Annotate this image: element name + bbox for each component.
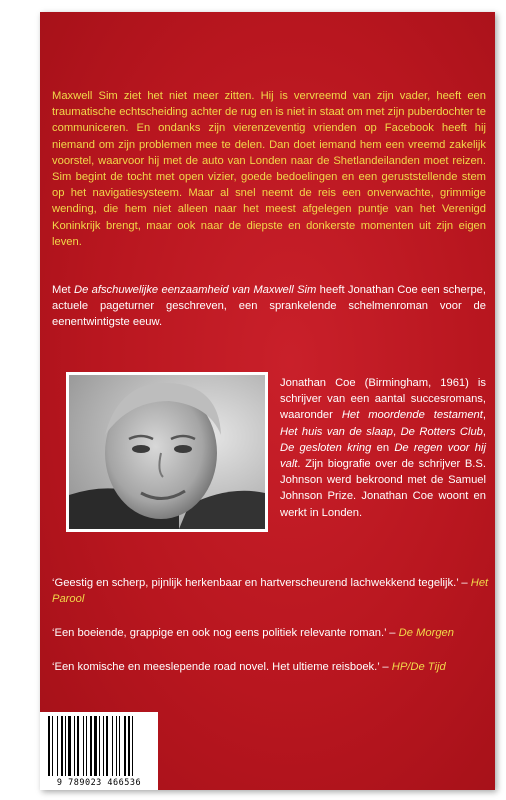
review-summary <box>52 282 486 331</box>
barcode-bars <box>40 716 158 780</box>
quote-source: HP/De Tijd <box>391 661 446 673</box>
quote-source: Het Parool <box>52 577 489 606</box>
review-quote <box>52 575 492 607</box>
author-photo <box>66 372 268 532</box>
bio-book-5: De regen voor hij valt <box>280 441 486 471</box>
summary-pre: Met <box>52 284 74 296</box>
review-quote <box>52 659 492 675</box>
author-portrait-image <box>69 375 265 529</box>
bio-text-2: . Zijn biografie over de schrijver B.S. Johnson werd bekroond met de Samuel Johnson Prize. Jonathan Coe woont en werkt in Londen. <box>280 458 486 519</box>
quote-text: ‘Geestig en scherp, pijnlijk herkenbaar en hartverscheurend lachwekkend tegelijk.’ – <box>52 577 471 589</box>
bio-text-1: Jonathan Coe (Birmingham, 1961) is schrijver van een aantal succesromans, waaronder <box>280 377 486 422</box>
quote-text: ‘Een boeiende, grappige en ook nog eens politiek relevante roman.’ – <box>52 627 399 639</box>
bio-book-2: Het huis van de slaap <box>280 425 394 438</box>
bio-book-1: Het moordende testament <box>341 409 483 422</box>
quote-source: De Morgen <box>398 627 454 639</box>
book-title: De afschuwelijke eenzaamheid van Maxwell Sim <box>73 284 317 296</box>
bio-book-4: De gesloten kring <box>280 441 372 454</box>
bio-sep-3: , <box>482 425 486 438</box>
synopsis-text: Maxwell Sim ziet het niet meer zitten. Hij is vervreemd van zijn vader, heeft een traumatische echtscheiding achter de rug en is niet in staat om met zijn puberdochter te communiceren. En ondanks zijn vierenzeventig vrienden op Facebook heeft hij niemand om zijn problemen mee te delen. Dan doet iemand hem een vreemd zakelijk voorstel, waarvoor hij met de auto van Londen naar de Shetlandeilanden moet reizen. Sim begint de tocht met open vizier, goede bedoelingen en een geruststellende stem op het navigatiesysteem. Maar al snel neemt de reis een onverwachte, grimmige wending, die hem niet alleen naar het meest afgelegen puntje van het Verenigd Koninkrijk brengt, maar ook naar de diepste en donkerste momenten uit zijn eigen leven. <box>52 90 486 248</box>
quote-text: ‘Een komische en meeslepende road novel. Het ultieme reisboek.’ – <box>52 661 392 673</box>
bio-sep-4: en <box>371 441 395 454</box>
bio-book-3: De Rotters Club <box>400 425 483 438</box>
summary-post: heeft Jonathan Coe een scherpe, actuele pageturner geschreven, een sprankelende schelmenroman voor de eenentwintigste eeuw. <box>52 284 486 329</box>
isbn-barcode <box>40 712 158 790</box>
isbn-digits: 9 789023 466536 <box>56 778 142 788</box>
author-bio <box>280 375 486 521</box>
review-quote <box>52 625 492 641</box>
bio-sep-2: , <box>393 425 401 438</box>
bio-sep-1: , <box>482 409 486 422</box>
